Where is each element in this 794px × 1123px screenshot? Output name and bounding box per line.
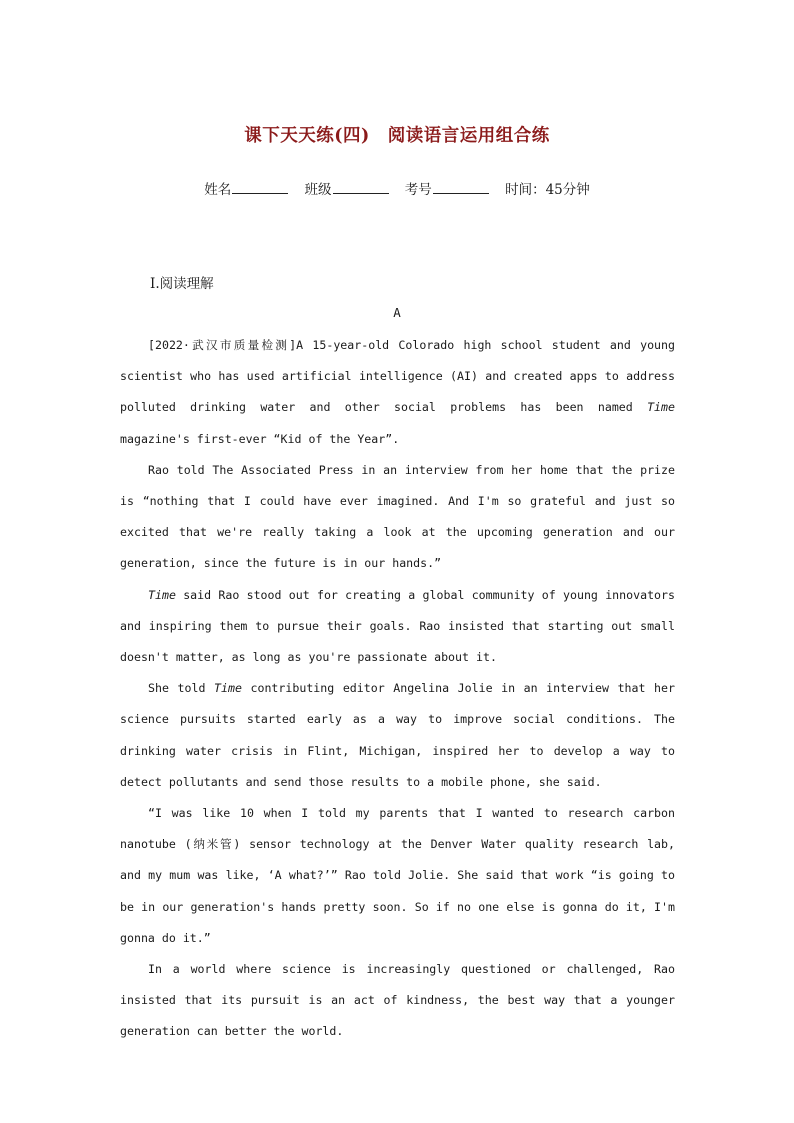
name-blank[interactable] [232, 181, 288, 194]
magazine-name: Time [647, 400, 675, 415]
id-label: 考号 [404, 182, 432, 198]
section-heading: Ⅰ.阅读理解 [150, 276, 214, 292]
time-limit: 时间：45分钟 [505, 182, 590, 198]
paragraph-1: [2022·武汉市质量检测]A 15-year-old Colorado high school student and young scientist who has used artificial intelligence (AI) and created apps to address polluted drinking water and other social problems has been named Time magazine's first-ever “Kid of the Year”. [120, 338, 675, 446]
id-blank[interactable] [433, 181, 489, 194]
passage-label: A [393, 305, 401, 320]
class-label: 班级 [304, 182, 332, 198]
class-field[interactable] [305, 178, 389, 198]
student-info-line [0, 178, 794, 198]
name-field[interactable] [204, 178, 288, 198]
source-tag: [2022·武汉市质量检测] [148, 338, 297, 352]
paragraph-2: Rao told The Associated Press in an interview from her home that the prize is “nothing that I could have ever imagined. And I'm so grateful and just so excited that we're really taking a look at the upcoming generation and our generation, since the future is in our hands.” [120, 462, 675, 571]
class-blank[interactable] [333, 181, 389, 194]
paragraph-5: “I was like 10 when I told my parents that I wanted to research carbon nanotube (纳米管) sensor technology at the Denver Water quality research lab, and my mum was like, ‘A what?’” Rao told Jolie. She said that work “is going to be in our generation's hands pretty soon. So if no one else is gonna do it, I'm gonna do it.” [120, 806, 675, 945]
paragraph-4: She told Time contributing editor Angelina Jolie in an interview that her science pursuits started early as a way to improve social conditions. The drinking water crisis in Flint, Michigan, inspired her to develop a way to detect pollutants and send those results to a mobile phone, she said. [120, 681, 675, 789]
paragraph-6: In a world where science is increasingly questioned or challenged, Rao insisted that its pursuit is an act of kindness, the best way that a younger generation can better the world. [120, 962, 675, 1039]
paragraph-3: Time said Rao stood out for creating a global community of young innovators and inspiring them to pursue their goals. Rao insisted that starting out small doesn't matter, as long as you're passionate about it. [120, 587, 675, 665]
magazine-name: Time [148, 587, 176, 602]
name-label: 姓名 [204, 182, 232, 198]
reading-passage [120, 330, 675, 1048]
page-title: 课下天天练(四) 阅读语言运用组合练 [244, 126, 550, 146]
magazine-name: Time [214, 681, 242, 696]
id-field[interactable] [405, 178, 489, 198]
